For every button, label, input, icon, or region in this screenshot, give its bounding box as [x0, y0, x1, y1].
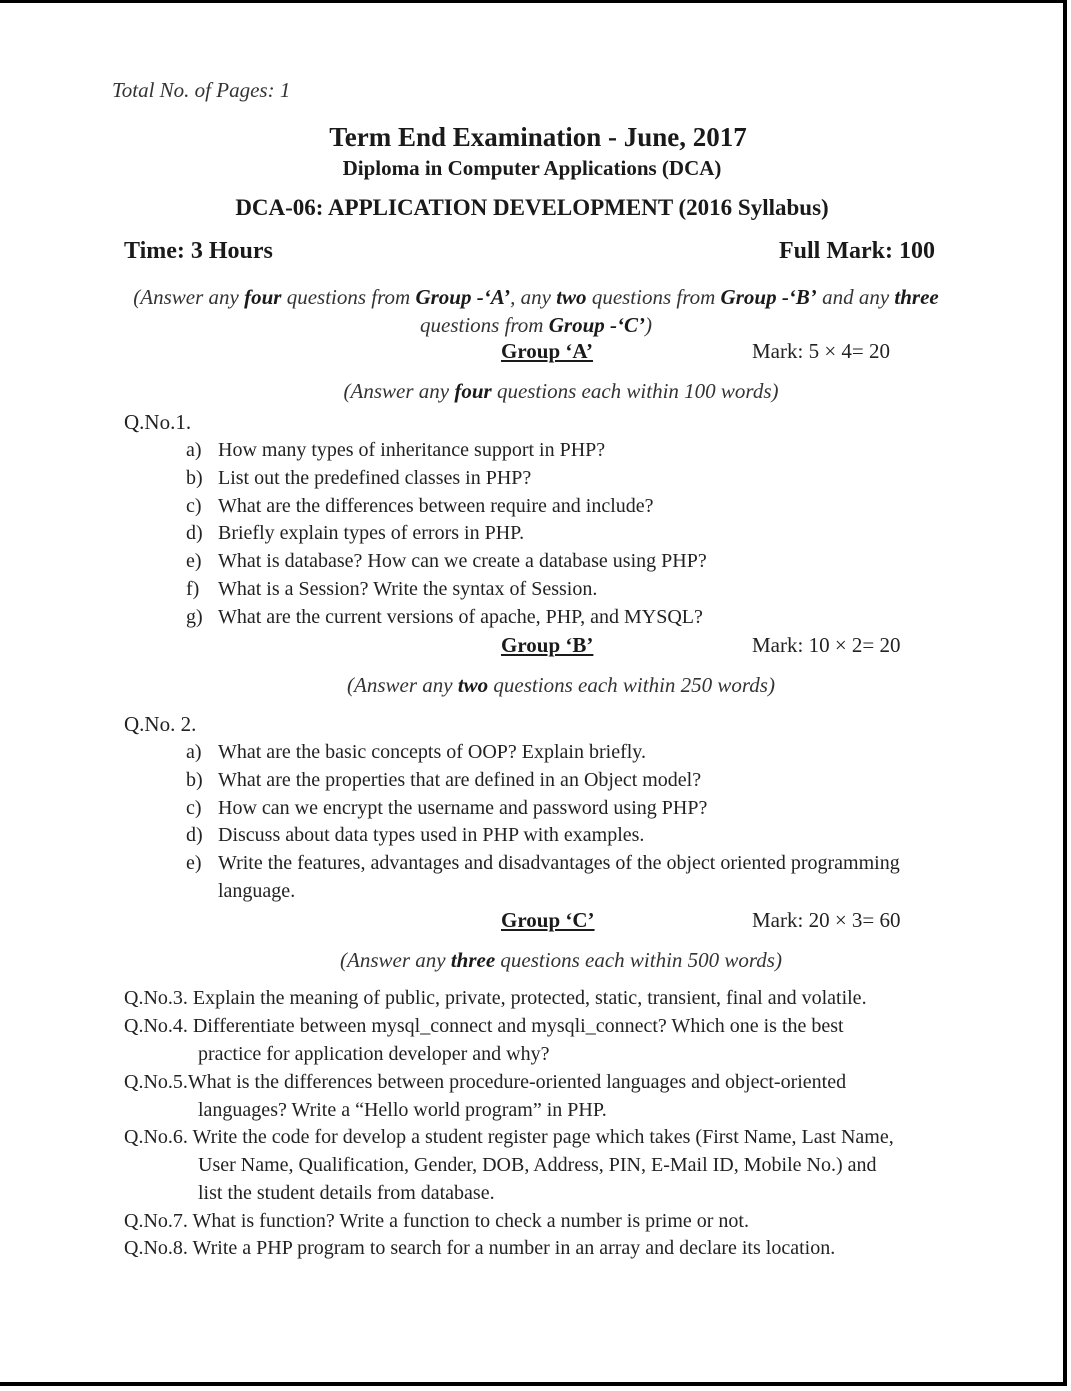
item-letter: e)	[186, 550, 202, 573]
question-3	[124, 984, 942, 1012]
exam-subtitle: Diploma in Computer Applications (DCA)	[342, 156, 722, 180]
item-letter: b)	[186, 768, 203, 791]
list-item	[186, 437, 707, 465]
question-text: Explain the meaning of public, private, protected, static, transient, final and volatile.	[192, 987, 867, 1009]
item-letter: d)	[186, 824, 203, 847]
list-item	[186, 822, 938, 850]
list-item	[186, 465, 707, 493]
course-title: DCA-06: APPLICATION DEVELOPMENT (2016 Syllabus)	[235, 195, 829, 220]
question-text-cont: User Name, Qualification, Gender, DOB, Address, PIN, E-Mail ID, Mobile No.) and	[198, 1154, 877, 1176]
group-b-instructions	[0, 673, 1071, 698]
question-5	[124, 1068, 942, 1124]
instr-text: (Answer any	[340, 948, 451, 972]
instr-bold: three	[894, 285, 939, 309]
item-letter: a)	[186, 439, 202, 461]
instr-text: , any	[510, 285, 557, 309]
list-item	[186, 604, 707, 632]
question-label: Q.No.5.	[124, 1071, 188, 1093]
item-text: What is a Session? Write the syntax of Session.	[218, 577, 598, 600]
item-text: Briefly explain types of errors in PHP.	[218, 522, 525, 545]
item-letter: d)	[186, 522, 203, 545]
list-item	[186, 493, 707, 521]
group-a-title: Group ‘A’	[501, 339, 593, 363]
group-c-mark: Mark: 20 × 3= 60	[752, 908, 901, 932]
exam-time: Time: 3 Hours	[124, 238, 273, 264]
group-a-mark: Mark: 5 × 4= 20	[752, 339, 891, 363]
item-text: What are the current versions of apache, PHP, and MYSQL?	[218, 605, 703, 628]
instr-text: questions from	[586, 285, 721, 309]
instr-bold: Group -‘C’	[548, 313, 645, 337]
list-item	[186, 548, 707, 576]
question-text: Write the code for develop a student register page which takes (First Name, Last Name,	[192, 1126, 894, 1148]
item-letter: a)	[186, 741, 202, 763]
exam-title: Term End Examination - June, 2017	[329, 122, 747, 152]
item-letter: b)	[186, 466, 203, 489]
instr-text: questions from	[420, 313, 549, 337]
question-label: Q.No.3.	[124, 987, 188, 1009]
item-text: How can we encrypt the username and password using PHP?	[218, 796, 708, 819]
item-letter: f)	[186, 577, 200, 600]
question-text-cont2: list the student details from database.	[198, 1182, 495, 1204]
instr-text: questions from	[281, 285, 416, 309]
question-text-cont: languages? Write a “Hello world program” in PHP.	[198, 1099, 607, 1121]
instr-text: )	[645, 313, 652, 337]
list-item	[186, 520, 707, 548]
group-c-title: Group ‘C’	[501, 908, 595, 932]
item-text: Discuss about data types used in PHP with examples.	[218, 824, 645, 847]
question-text: Differentiate between mysql_connect and mysqli_connect? Which one is the best	[192, 1015, 844, 1037]
total-pages: Total No. of Pages: 1	[112, 78, 291, 102]
item-text: How many types of inheritance support in PHP?	[218, 439, 606, 461]
general-instructions	[120, 283, 952, 339]
question-text: What is function? Write a function to check a number is prime or not.	[192, 1210, 749, 1232]
group-c-instructions	[0, 948, 1071, 973]
item-text: Write the features, advantages and disadvantages of the object oriented programming language.	[218, 852, 900, 902]
item-text: What are the basic concepts of OOP? Explain briefly.	[218, 741, 646, 763]
instr-bold: two	[556, 285, 587, 309]
question-label: Q.No.4.	[124, 1015, 188, 1037]
instr-bold: Group -‘B’	[720, 285, 817, 309]
question-1-list	[186, 437, 707, 632]
instr-text: questions each within 500 words)	[495, 948, 782, 972]
question-label: Q.No.6.	[124, 1126, 188, 1148]
group-a-instructions	[0, 379, 1071, 404]
question-2-label: Q.No. 2.	[124, 712, 197, 736]
list-item	[186, 739, 938, 767]
item-text: What are the properties that are defined in an Object model?	[218, 768, 702, 791]
question-text: What is the differences between procedure-oriented languages and object-oriented	[187, 1071, 847, 1093]
item-text: What is database? How can we create a database using PHP?	[218, 550, 707, 573]
item-letter: c)	[186, 494, 202, 517]
instr-text: questions each within 100 words)	[491, 379, 779, 403]
instr-bold: two	[457, 673, 489, 697]
instr-bold: four	[244, 285, 282, 309]
question-4	[124, 1012, 942, 1068]
instr-bold: four	[454, 379, 492, 403]
instr-text: (Answer any	[347, 673, 458, 697]
list-item	[186, 795, 938, 823]
instr-text: (Answer any	[133, 285, 245, 309]
instr-bold: three	[450, 948, 496, 972]
instr-text: and any	[816, 285, 895, 309]
question-2-list	[186, 739, 938, 906]
full-mark: Full Mark: 100	[779, 238, 935, 264]
instr-bold: Group -‘A’	[415, 285, 511, 309]
item-text: List out the predefined classes in PHP?	[218, 466, 532, 489]
question-label: Q.No.7.	[124, 1210, 188, 1232]
item-letter: e)	[186, 852, 202, 875]
instr-text: questions each within 250 words)	[488, 673, 775, 697]
question-1-label: Q.No.1.	[124, 410, 192, 434]
question-text: Write a PHP program to search for a number in an array and declare its location.	[192, 1237, 836, 1259]
item-letter: c)	[186, 796, 202, 819]
question-label: Q.No.8.	[124, 1237, 188, 1259]
item-text: What are the differences between require and include?	[218, 494, 654, 517]
list-item	[186, 576, 707, 604]
question-text-cont: practice for application developer and why?	[198, 1043, 550, 1065]
item-letter: g)	[186, 605, 203, 628]
question-8	[124, 1234, 942, 1262]
instr-text: (Answer any	[343, 379, 455, 403]
group-b-title: Group ‘B’	[501, 633, 594, 657]
group-b-mark: Mark: 10 × 2= 20	[752, 633, 901, 657]
question-7	[124, 1207, 942, 1235]
question-6	[124, 1123, 942, 1207]
list-item	[186, 767, 938, 795]
list-item	[186, 850, 938, 906]
